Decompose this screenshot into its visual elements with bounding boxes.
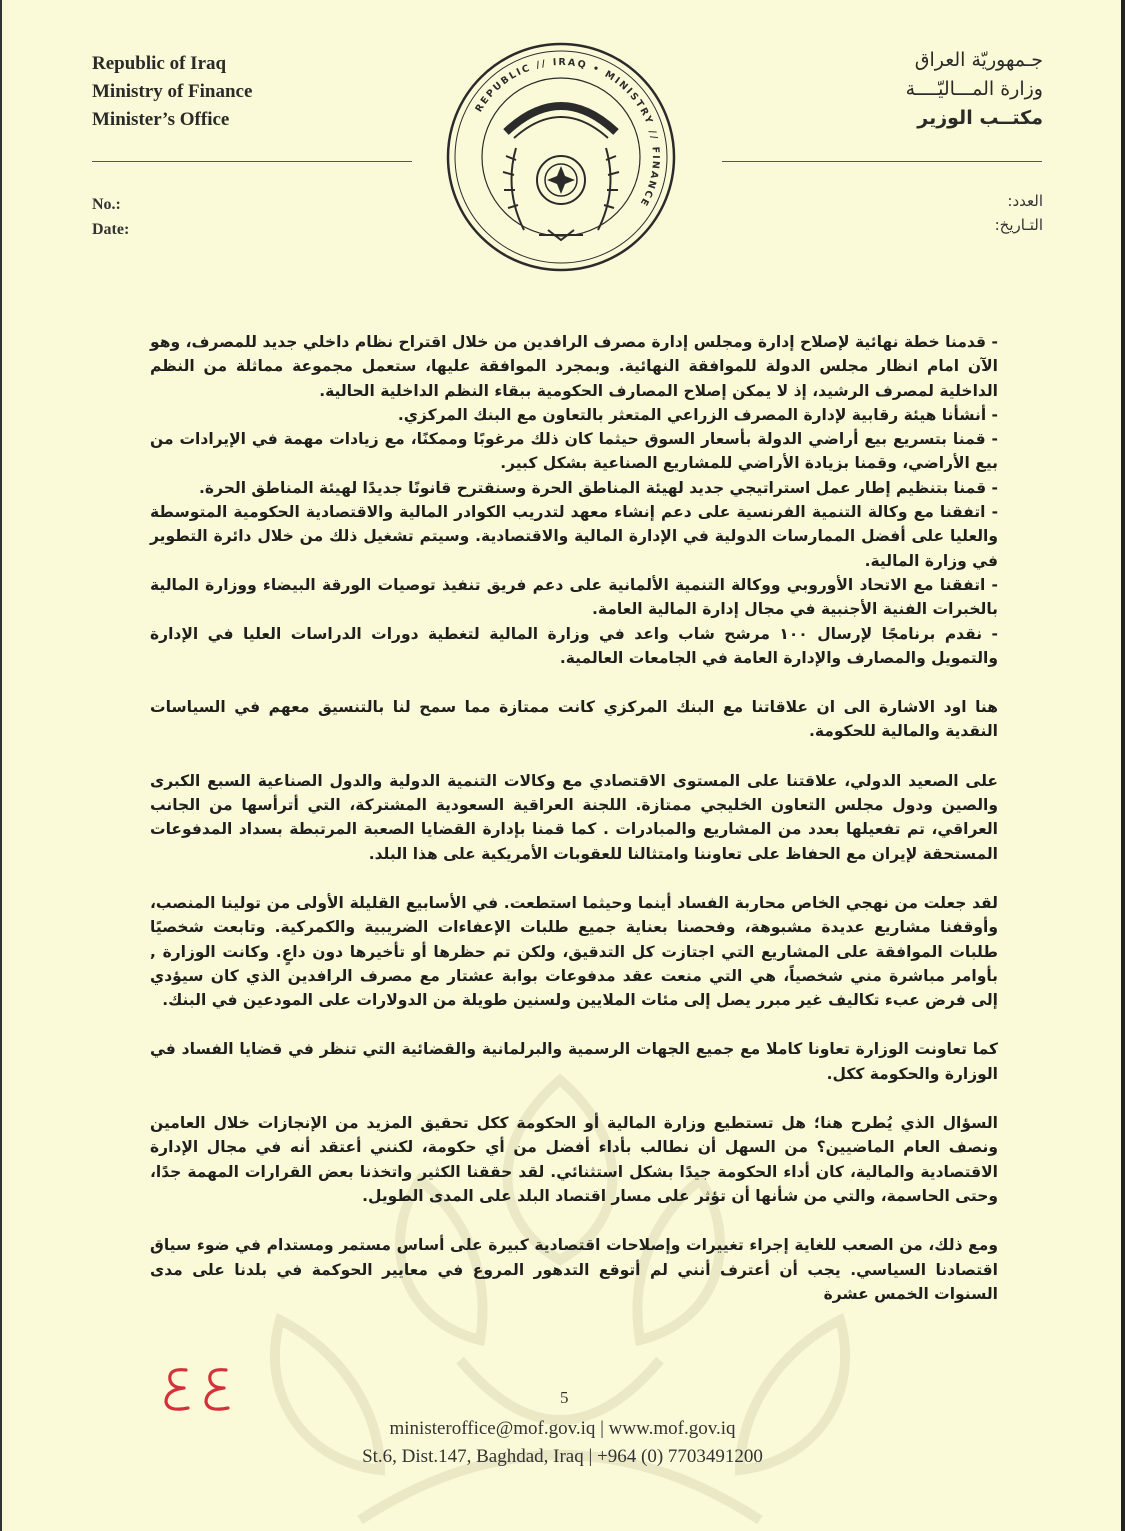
header-rule-right — [722, 161, 1042, 162]
header-ministry-ar: وزارة المـــاليّــــة — [905, 78, 1043, 100]
handwritten-number-annotation — [146, 1358, 236, 1418]
body-paragraph: لقد جعلت من نهجي الخاص محاربة الفساد أينما وحيثما استطعت. في الأسابيع القليلة الأولى من تولينا المنصب، وأوقفنا مشاريع عديدة مشبوهة، وفحصنا بعناية جميع طلبات الإعفاءات الضريبية والكمركية. وتابعت شخصيًا طلبات الموافقة على المشاريع التي اجتازت كل التدقيق، ولكن تم حظرها أو تأخيرها دون داعٍ. وكانت الوزارة , بأوامر مباشرة مني شخصياً، هي التي منعت عقد مدفوعات بوابة عشتار مع مصرف الرافدين الذي كان سيؤدي إلى فرض عبء تكاليف غير مبرر يصل إلى مئات الملايين ولسنين طويلة من الدولارات على المودعين في البنك. — [150, 893, 998, 1010]
page-number: 5 — [560, 1388, 569, 1407]
reference-fields-ar — [995, 189, 1043, 237]
date-label-en: Date: — [92, 221, 130, 238]
header-english — [92, 50, 252, 134]
bullet-paragraph: - اتفقنا مع الاتحاد الأوروبي ووكالة التنمية الألمانية على دعم فريق تنفيذ توصيات الورقة البيضاء ووزارة المالية بالخبرات الفنية الأجنبية في مجال إدارة المالية العامة. — [150, 575, 998, 619]
number-label-ar: العدد: — [1007, 192, 1043, 210]
header-office-en: Minister’s Office — [92, 109, 230, 130]
ministry-seal-icon — [444, 40, 678, 274]
bullet-paragraph: - قمنا بتسريع بيع أراضي الدولة بأسعار السوق حيثما كان ذلك مرغوبًا وممكنًا، مع زيادات مهمة في الإيرادات من بيع الأراضي، وقمنا بزيادة الأراضي للمشاريع الصناعية بشكل كبير. — [150, 430, 998, 473]
header-office-ar: مكتــب الوزير — [917, 107, 1043, 129]
bullet-paragraph: - قمنا بتنظيم إطار عمل استراتيجي جديد لهيئة المناطق الحرة وسنقترح قانونًا جديدًا لهيئة المناطق الحرة. — [199, 478, 998, 497]
body-paragraph: كما تعاونت الوزارة تعاونا كاملا مع جميع الجهات الرسمية والبرلمانية والقضائية التي تنظر في قضايا الفساد في الوزارة والحكومة ككل. — [150, 1040, 998, 1083]
footer-contact: ministeroffice@mof.gov.iq | www.mof.gov.iq — [389, 1418, 736, 1439]
body-paragraph: على الصعيد الدولي، علاقتنا على المستوى الاقتصادي مع وكالات التنمية الدولية والدول الصناعية السبع الكبرى والصين ودول مجلس التعاون الخليجي ممتازة. اللجنة العراقية السعودية المشتركة، التي أترأسها من الجانب العراقي، تم تفعيلها بعدد من المشاريع والمبادرات . كما قمنا بإدارة القضايا الصعبة المرتبطة بسداد المدفوعات المستحقة لإيران مع الحفاظ على تعاوننا وامتثالنا للعقوبات الأمريكية على هذا البلد. — [150, 771, 998, 863]
header-rule-left — [92, 161, 412, 162]
bullet-paragraph: - أنشأنا هيئة رقابية لإدارة المصرف الزراعي المتعثر بالتعاون مع البنك المركزي. — [397, 405, 998, 424]
header-ministry-en: Ministry of Finance — [92, 81, 253, 102]
number-label-en: No.: — [92, 196, 121, 213]
header-arabic — [906, 46, 1043, 133]
bullet-paragraph: - اتفقنا مع وكالة التنمية الفرنسية على دعم إنشاء معهد لتدريب الكوادر المالية والاقتصادية الحكومية المتوسطة والعليا على أفضل الممارسات الدولية في الإدارة المالية والاقتصادية. وسيتم تشغيل ذلك من خلال دائرة التطوير في وزارة المالية. — [150, 503, 998, 570]
page-edge-right — [1121, 0, 1125, 1531]
header-republic-ar: جـمهوريّة العراق — [914, 49, 1043, 71]
seal-ring-text: REPUBLIC // IRAQ • MINISTRY // FINANCE — [473, 56, 662, 209]
body-paragraph: السؤال الذي يُطرح هنا؛ هل تستطيع وزارة المالية أو الحكومة ككل تحقيق المزيد من الإنجازات خلال العامين ونصف العام الماضيين؟ من السهل أن نطالب بأداء أفضل من أي حكومة، لكنني أعتقد أنه في مجال الإدارة الاقتصادية والمالية، كان أداء الحكومة جيدًا بشكل استثنائي. لقد حققنا الكثير واتخذنا بعض القرارات المهمة جدًا، وحتى الحاسمة، والتي من شأنها أن تؤثر على مسار اقتصاد البلد على المدى الطويل. — [150, 1114, 998, 1205]
date-label-ar: التـاريخ: — [994, 216, 1043, 234]
body-paragraph: هنا اود الاشارة الى ان علاقاتنا مع البنك المركزي كانت ممتازة مما سمح لنا بالتنسيق معهم في السياسات النقدية والمالية للحكومة. — [150, 698, 998, 741]
reference-fields-en — [92, 192, 129, 242]
body-paragraph: ومع ذلك، من الصعب للغاية إجراء تغييرات وإصلاحات اقتصادية كبيرة على أساس مستمر ومستدام في ضوء سياق اقتصادنا السياسي. يجب أن أعترف أنني لم أتوقع التدهور المروع في معايير الحوكمة في بلدنا على مدى السنوات الخمس عشرة — [150, 1236, 998, 1303]
bullet-paragraph: - نقدم برنامجًا لإرسال ١٠٠ مرشح شاب واعد في وزارة المالية لتغطية دورات الدراسات العليا في الإدارة والتمويل والمصارف والإدارة العامة في الجامعات العالمية. — [150, 624, 998, 667]
bullet-paragraph: - قدمنا خطة نهائية لإصلاح إدارة ومجلس إدارة مصرف الرافدين من خلال اقتراح نظام داخلي جديد للمصرف، وهو الآن امام انظار مجلس الدولة للموافقة النهائية. وبمجرد الموافقة عليها، ستعمل مجموعة مماثلة من النظم الداخلية لمصرف الرشيد، إذ لا يمكن إصلاح المصارف الحكومية ببقاء النظم الداخلية الحالية. — [150, 333, 998, 400]
header-republic-en: Republic of Iraq — [92, 53, 227, 74]
footer-address: St.6, Dist.147, Baghdad, Iraq | +964 (0) 7703491200 — [362, 1446, 763, 1467]
letter-body — [150, 330, 998, 1306]
page-edge-left — [0, 0, 2, 1531]
